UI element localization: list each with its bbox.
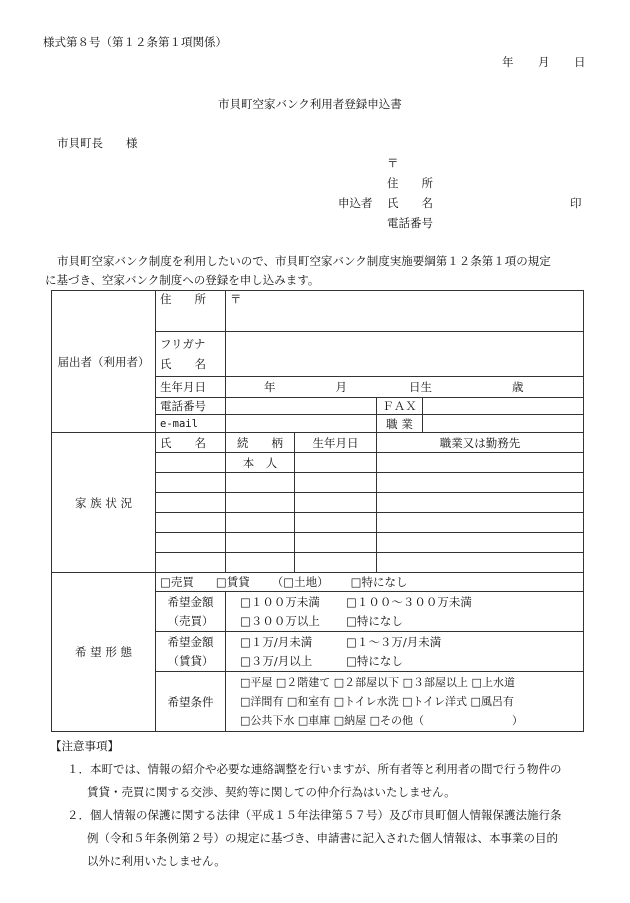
furigana-label: フリガナ xyxy=(160,337,206,351)
checkbox-rent-none[interactable]: □特になし xyxy=(346,653,403,668)
note-2-line-2: 例（令和５年条例第２号）の規定に基づき、申請書に記入された個人情報は、本事業の目的 xyxy=(87,831,559,845)
checkbox-sale-100-300[interactable]: □１００～３００万未満 xyxy=(346,594,472,609)
family-section-label: 家 族 状 況 xyxy=(52,433,156,573)
date-year: 年 xyxy=(502,55,514,69)
note-1-line-1: １．本町では、情報の紹介や必要な連絡調整を行いますが、所有者等と利用者の間で行う物件の xyxy=(67,762,562,776)
family-birth-cell[interactable] xyxy=(295,473,377,493)
checkbox-none[interactable]: □特になし xyxy=(350,575,408,589)
family-birth-cell[interactable] xyxy=(295,453,377,473)
checkbox-sale-none[interactable]: □特になし xyxy=(346,613,403,628)
family-name-cell[interactable] xyxy=(156,513,226,533)
checkbox-rent[interactable]: □賃貸 xyxy=(215,575,250,589)
note-2-line-1: ２．個人情報の保護に関する法律（平成１５年法律第５７号）及び市貝町個人情報保護法施行条 xyxy=(67,808,562,822)
family-name-cell[interactable] xyxy=(156,533,226,553)
email-label: e-mail xyxy=(156,415,226,433)
birth-field[interactable] xyxy=(226,377,584,398)
applicant-address-label: 住 所 xyxy=(387,176,433,190)
addressee: 市貝町長 様 xyxy=(57,136,138,150)
family-header-job: 職業又は勤務先 xyxy=(377,433,584,453)
family-job-cell[interactable] xyxy=(377,473,584,493)
notes-heading: 【注意事項】 xyxy=(50,739,119,753)
name-field[interactable] xyxy=(226,332,584,377)
family-name-cell[interactable] xyxy=(156,473,226,493)
applicant-postal: 〒 xyxy=(387,156,399,170)
family-header-name: 氏 名 xyxy=(156,433,226,453)
age: 歳 xyxy=(512,380,524,394)
checkbox-sale-over-300[interactable]: □３００万以上 xyxy=(240,613,320,628)
address-label: 住 所 xyxy=(156,291,226,332)
rent-price-label-1: 希望金額 xyxy=(167,634,214,649)
family-birth-cell[interactable] xyxy=(295,493,377,513)
conditions-label: 希望条件 xyxy=(156,672,226,732)
hope-section-label: 希 望 形 態 xyxy=(52,573,156,732)
date-day: 日 xyxy=(574,55,586,69)
family-relation-cell[interactable] xyxy=(226,553,295,573)
family-header-relation: 続 柄 xyxy=(226,433,295,453)
form-number: 様式第８号（第１２条第１項関係） xyxy=(43,35,227,49)
checkbox-rent-1-3[interactable]: □１～３万/月未満 xyxy=(346,634,442,649)
applicant-phone-label: 電話番号 xyxy=(387,216,433,230)
phone-field[interactable] xyxy=(226,398,377,415)
date-month: 月 xyxy=(538,55,550,69)
family-birth-cell[interactable] xyxy=(295,533,377,553)
birth-day: 日生 xyxy=(409,380,432,394)
seal-mark: 印 xyxy=(570,196,582,210)
family-name-cell[interactable] xyxy=(156,453,226,473)
note-1-line-2: 賃貸・売買に関する交渉、契約等に関しての仲介行為はいたしません。 xyxy=(87,785,456,799)
reporter-section-label: 届出者（利用者） xyxy=(52,291,156,433)
conditions-line-3[interactable]: □公共下水 □車庫 □納屋 □その他（ ） xyxy=(240,714,524,727)
form-title: 市貝町空家バンク利用者登録申込書 xyxy=(218,97,402,111)
family-name-cell[interactable] xyxy=(156,493,226,513)
checkbox-land[interactable]: （□土地） xyxy=(271,575,329,589)
family-job-cell[interactable] xyxy=(377,493,584,513)
birth-year: 年 xyxy=(264,380,276,394)
intro-line-2: に基づき、空家バンク制度への登録を申し込みます。 xyxy=(45,273,320,287)
family-job-cell[interactable] xyxy=(377,453,584,473)
birth-label: 生年月日 xyxy=(156,377,226,398)
family-header-birth: 生年月日 xyxy=(295,433,377,453)
email-field[interactable] xyxy=(226,415,377,433)
family-name-cell[interactable] xyxy=(156,553,226,573)
sale-price-label-2: （売買） xyxy=(167,613,214,628)
name-label: 氏 名 xyxy=(160,357,206,371)
intro-line-1: 市貝町空家バンク制度を利用したいので、市貝町空家バンク制度実施要綱第１２条第１項の規定 xyxy=(57,254,551,268)
family-birth-cell[interactable] xyxy=(295,513,377,533)
family-job-cell[interactable] xyxy=(377,533,584,553)
job-field[interactable] xyxy=(423,415,584,433)
job-label: 職 業 xyxy=(377,415,423,433)
applicant-label: 申込者 xyxy=(338,196,373,210)
sale-price-label xyxy=(156,592,226,632)
phone-label: 電話番号 xyxy=(156,398,226,415)
checkbox-sale-under-100[interactable]: □１００万未満 xyxy=(240,594,320,609)
family-relation-cell[interactable] xyxy=(226,513,295,533)
checkbox-rent-under-1[interactable]: □１万/月未満 xyxy=(240,634,313,649)
family-birth-cell[interactable] xyxy=(295,553,377,573)
fax-field[interactable] xyxy=(423,398,584,415)
note-2-line-3: 以外に利用いたしません。 xyxy=(87,854,226,868)
family-job-cell[interactable] xyxy=(377,513,584,533)
fax-label: ＦＡＸ xyxy=(377,398,423,415)
checkbox-sale[interactable]: □売買 xyxy=(160,575,194,589)
family-relation-cell[interactable] xyxy=(226,533,295,553)
family-relation-cell[interactable] xyxy=(226,493,295,513)
address-field[interactable]: 〒 xyxy=(226,291,584,332)
family-relation-self: 本 人 xyxy=(226,453,295,473)
rent-price-label-2: （賃貸） xyxy=(167,653,214,668)
family-relation-cell[interactable] xyxy=(226,473,295,493)
sale-price-label-1: 希望金額 xyxy=(167,594,214,609)
registration-table xyxy=(51,290,584,732)
conditions-line-2[interactable]: □洋間有 □和室有 □トイレ水洗 □トイレ洋式 □風呂有 xyxy=(240,695,514,708)
birth-month: 月 xyxy=(335,380,347,394)
applicant-name-label: 氏 名 xyxy=(387,196,433,210)
hope-types xyxy=(156,573,584,592)
family-job-cell[interactable] xyxy=(377,553,584,573)
rent-price-label xyxy=(156,632,226,672)
conditions-line-1[interactable]: □平屋 □２階建て □２部屋以下 □３部屋以上 □上水道 xyxy=(240,676,515,689)
notes-section xyxy=(50,735,595,873)
checkbox-rent-over-3[interactable]: □３万/月以上 xyxy=(240,653,313,668)
